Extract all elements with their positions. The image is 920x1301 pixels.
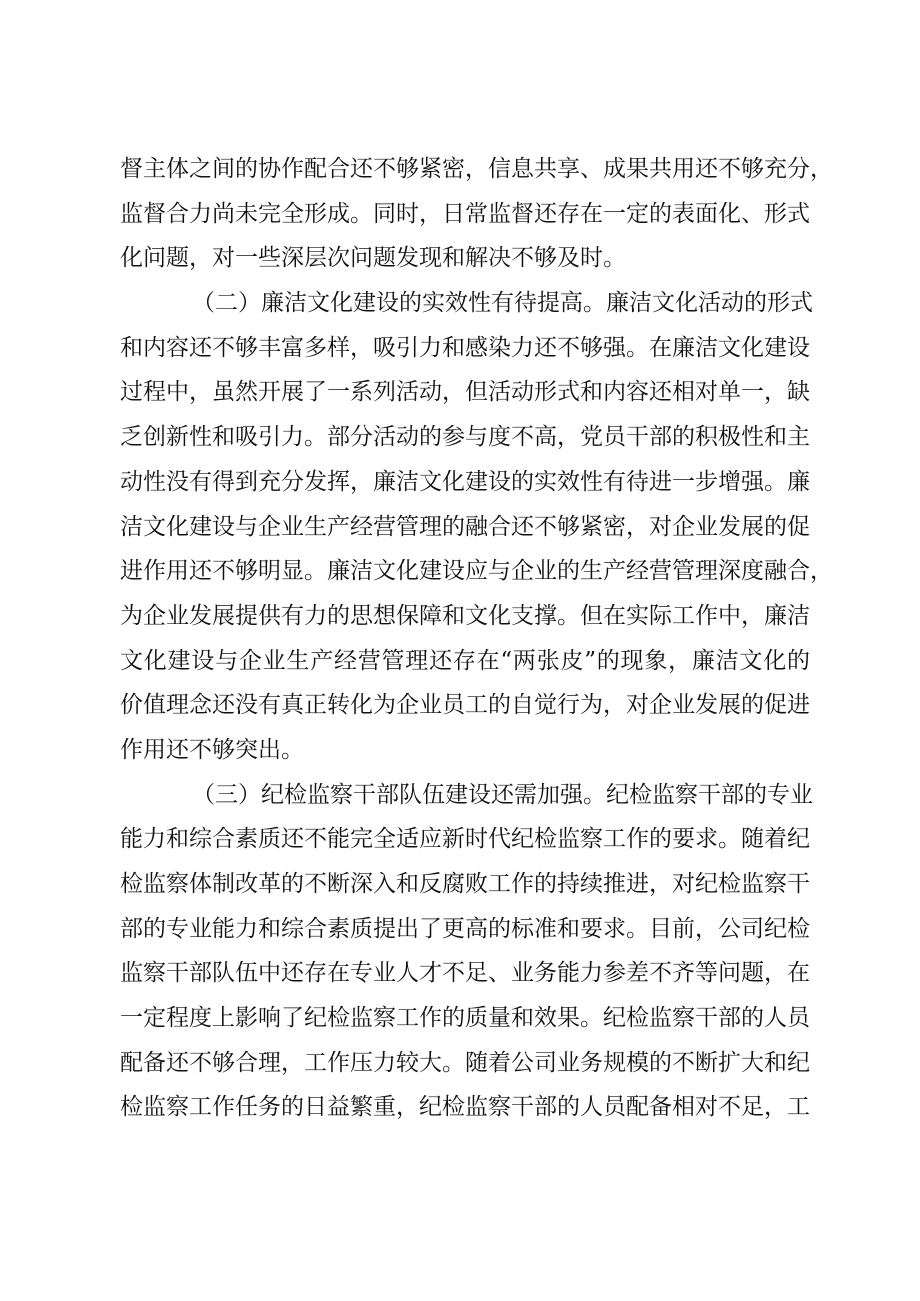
text-line: 部的专业能力和综合素质提出了更高的标准和要求。目前，公司纪检 bbox=[120, 915, 810, 942]
text-line: 化问题，对一些深层次问题发现和解决不够及时。 bbox=[120, 245, 626, 272]
text-line: 监督合力尚未完全形成。同时，日常监督还存在一定的表面化、形式 bbox=[120, 200, 810, 227]
text-line: 过程中，虽然开展了一系列活动，但活动形式和内容还相对单一，缺 bbox=[120, 379, 810, 406]
text-line: 一定程度上影响了纪检监察工作的质量和效果。纪检监察干部的人员 bbox=[120, 1005, 810, 1032]
text-line: 和内容还不够丰富多样，吸引力和感染力还不够强。在廉洁文化建设 bbox=[120, 334, 810, 361]
paragraph-discipline-cadres bbox=[120, 773, 813, 1131]
text-line: 文化建设与企业生产经营管理还存在“两张皮”的现象，廉洁文化的 bbox=[120, 647, 810, 674]
text-line: 检监察工作任务的日益繁重，纪检监察干部的人员配备相对不足，工 bbox=[120, 1094, 810, 1121]
text-line: 配备还不够合理，工作压力较大。随着公司业务规模的不断扩大和纪 bbox=[120, 1049, 810, 1076]
text-line: 价值理念还没有真正转化为企业员工的自觉行为，对企业发展的促进 bbox=[120, 692, 810, 719]
text-line: 检监察体制改革的不断深入和反腐败工作的持续推进，对纪检监察干 bbox=[120, 871, 810, 897]
text-line: 督主体之间的协作配合还不够紧密，信息共享、成果共用还不够充分， bbox=[120, 156, 833, 182]
paragraph-continued bbox=[120, 147, 833, 281]
text-line: 动性没有得到充分发挥，廉洁文化建设的实效性有待进一步增强。廉 bbox=[120, 468, 810, 495]
text-line: 能力和综合素质还不能完全适应新时代纪检监察工作的要求。随着纪 bbox=[120, 826, 810, 853]
text-line: 监察干部队伍中还存在专业人才不足、业务能力参差不齐等问题，在 bbox=[120, 960, 810, 987]
text-line: （三）纪检监察干部队伍建设还需加强。纪检监察干部的专业 bbox=[192, 781, 813, 808]
text-line: （二）廉洁文化建设的实效性有待提高。廉洁文化活动的形式 bbox=[192, 290, 813, 317]
text-line: 乏创新性和吸引力。部分活动的参与度不高，党员干部的积极性和主 bbox=[120, 424, 810, 451]
text-line: 为企业发展提供有力的思想保障和文化支撑。但在实际工作中，廉洁 bbox=[120, 602, 810, 629]
text-line: 作用还不够突出。 bbox=[120, 736, 304, 763]
paragraph-integrity-culture bbox=[120, 281, 833, 773]
document-body bbox=[120, 147, 833, 1130]
text-line: 洁文化建设与企业生产经营管理的融合还不够紧密，对企业发展的促 bbox=[120, 513, 810, 540]
text-line: 进作用还不够明显。廉洁文化建设应与企业的生产经营管理深度融合， bbox=[120, 558, 833, 585]
